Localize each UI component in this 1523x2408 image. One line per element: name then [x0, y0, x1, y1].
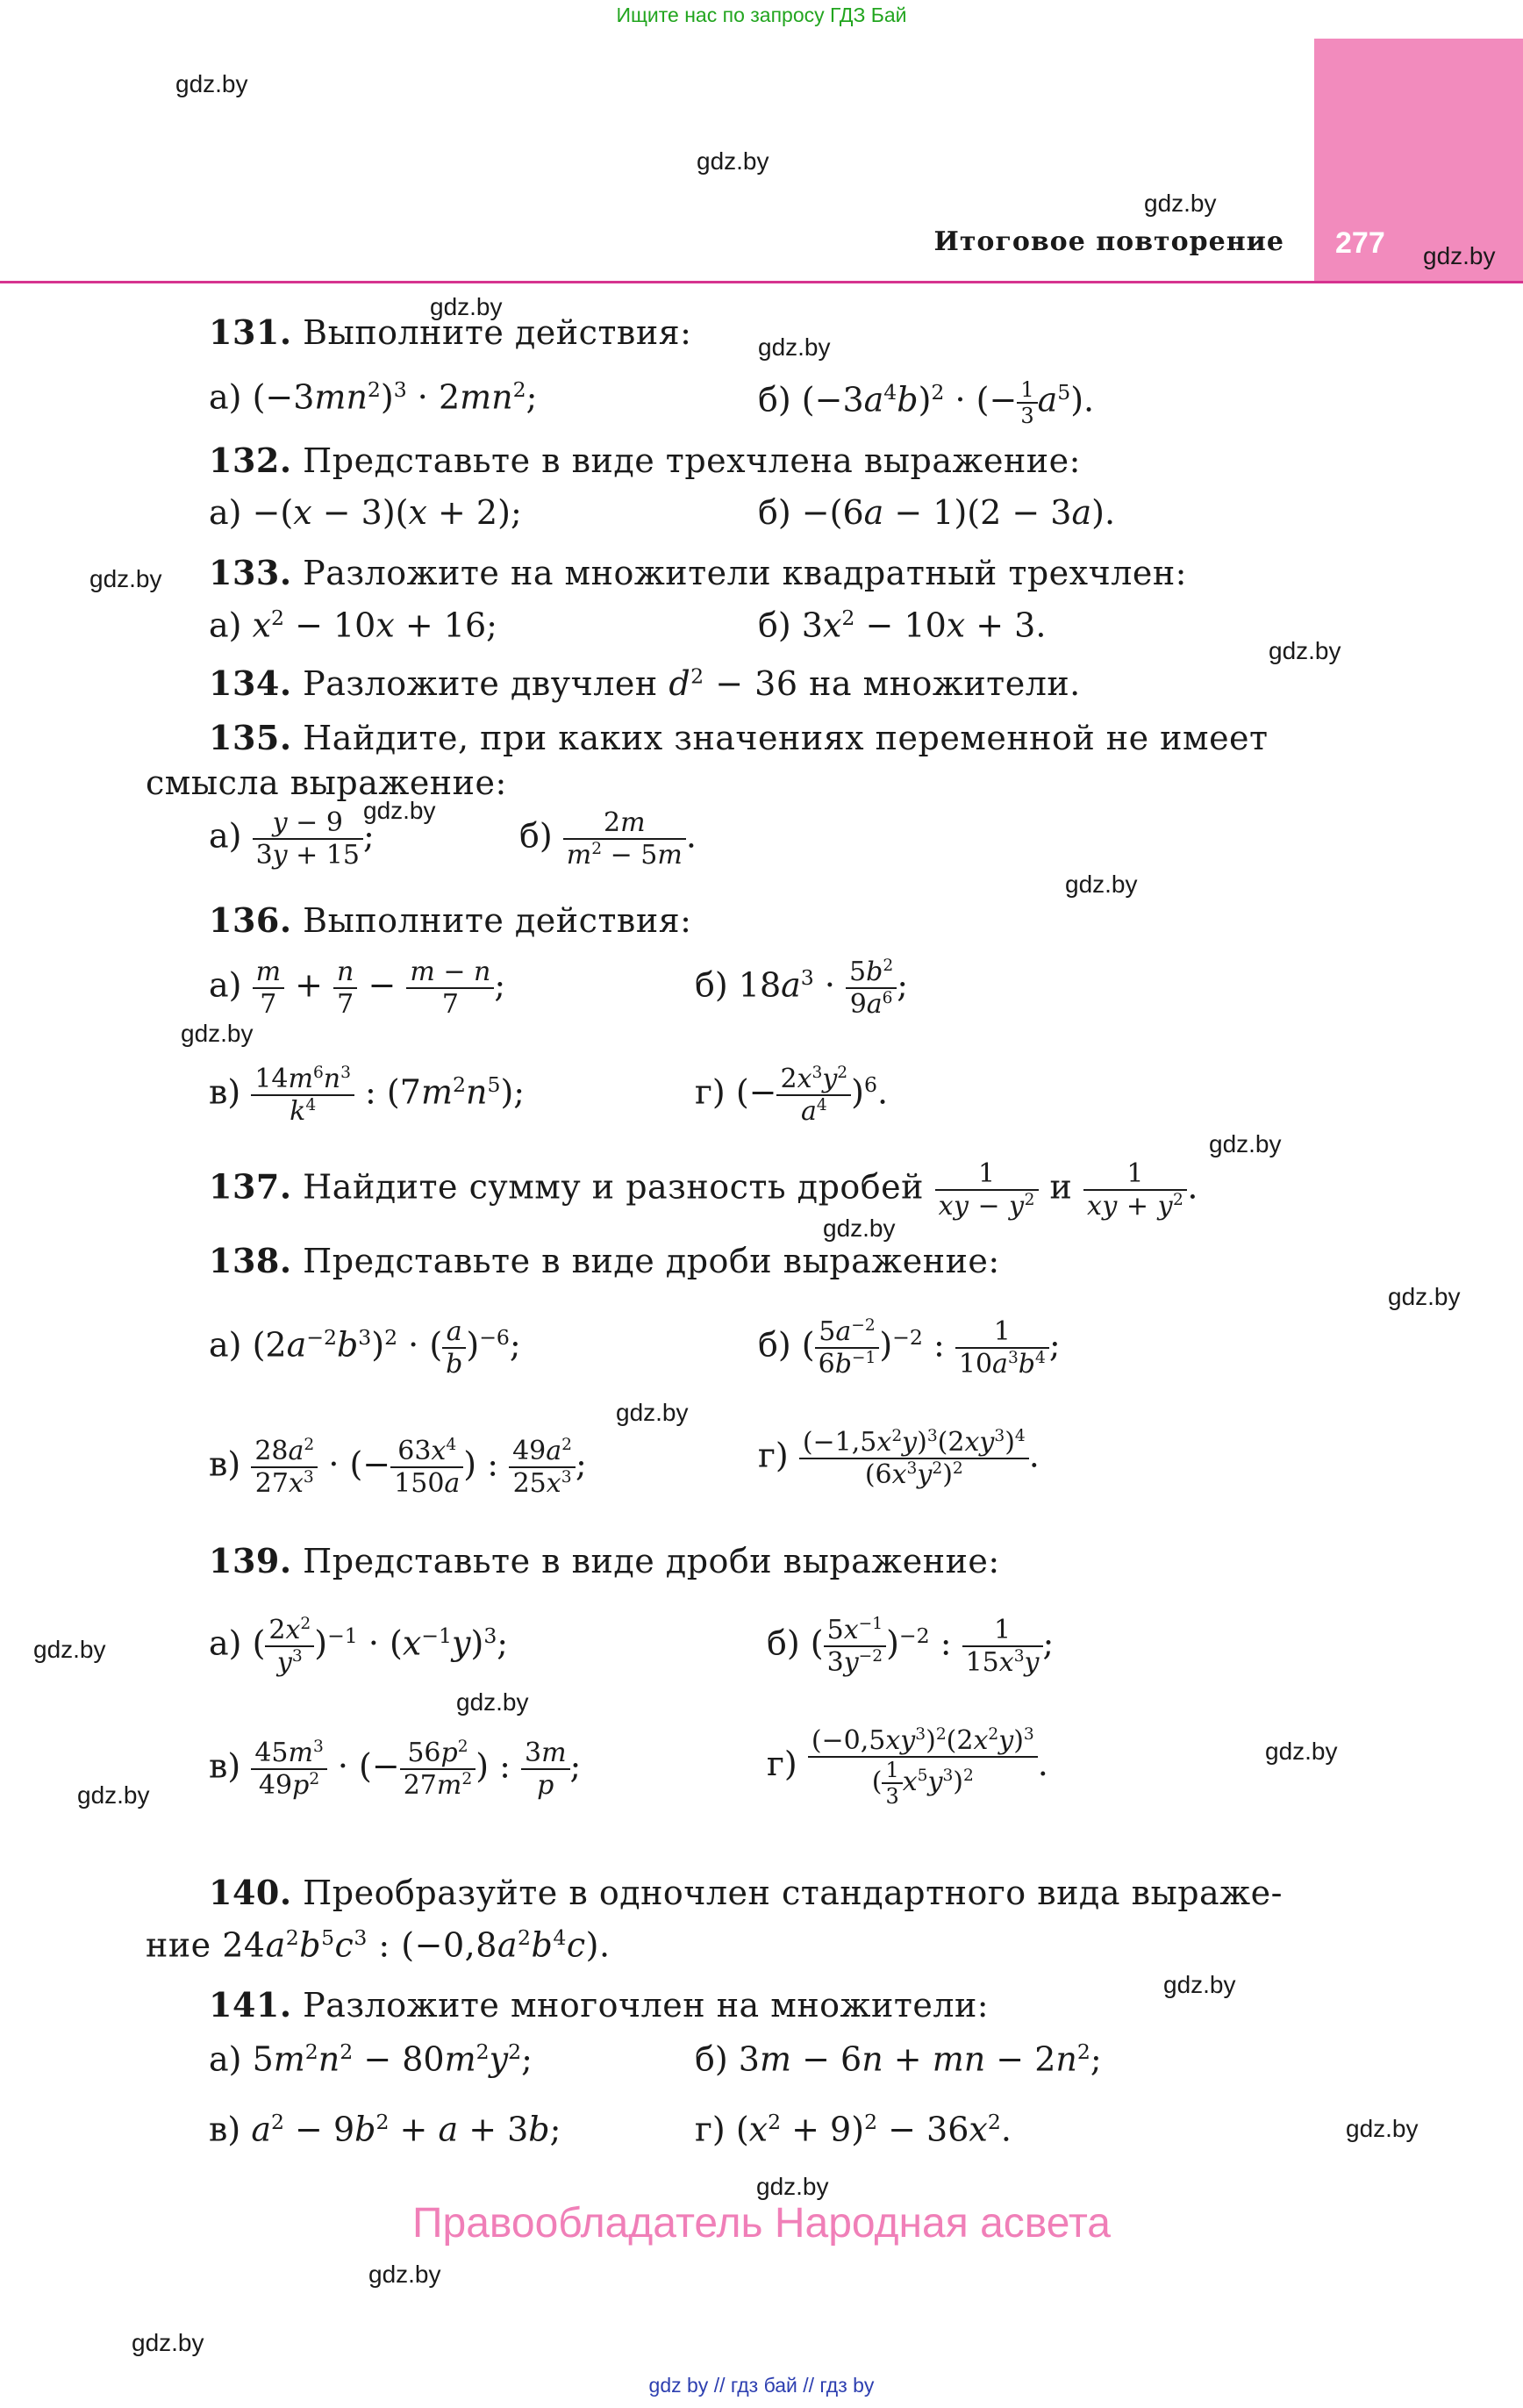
page-number: 277 [1335, 226, 1385, 260]
exercise-133-b: б) $3x^2 - 10x + 3$. [758, 606, 1047, 645]
exercise-136-a: а) $\frac{m}{7}$ + $\frac{n}{7}$ − $\frac{m - n}{7}$ ; [209, 957, 506, 1020]
exercise-139-a: а) ( $\frac{2x^2}{y^3}$ )$^{-1} \cdot (x^{-1}y)^3$; [209, 1615, 509, 1678]
exercise-141-g: г) $(x^2 + 9)^2 - 36x^2$. [695, 2110, 1012, 2149]
watermark: gdz.by [132, 2329, 204, 2356]
copyright-owner: Правообладатель Народная асвета [412, 2200, 1111, 2247]
exercise-138-a: а) $(2a^{-2}b^3)^2$ · ( $\frac{a}{b}$ )$^{-6}$; [209, 1316, 521, 1380]
exercise-141-a: а) $5m^2n^2 - 80m^2y^2$; [209, 2039, 533, 2079]
exercise-131-a: а) $(-3mn^2)^3 \cdot 2mn^2$; [209, 377, 538, 417]
exercise-139-b: б) ( $\frac{5x^{-1}}{3y^{-2}}$ )$^{-2}$ : $\frac{1}{15x^3y}$ ; [767, 1615, 1055, 1678]
watermark: gdz.by [1065, 871, 1138, 898]
watermark: gdz.by [756, 2173, 829, 2200]
exercise-138-v: в) $\frac{28a^2}{27x^3}$ · (− $\frac{63x^4}{150a}$ ) : $\frac{49a^2}{25x^3}$ ; [209, 1436, 587, 1499]
exercise-136-v: в) $\frac{14m^6n^3}{k^4}$ : $(7m^2n^5)$; [209, 1064, 526, 1127]
watermark: gdz.by [368, 2261, 441, 2288]
exercise-137: 137. Найдите сумму и разность дробей $\frac{1}{xy - y^2}$ и $\frac{1}{xy + y^2}$ . [209, 1158, 1198, 1222]
top-banner: Ищите нас по запросу ГДЗ Бай [616, 4, 907, 26]
watermark: gdz.by [89, 565, 162, 592]
watermark: gdz.by [1163, 1971, 1236, 1998]
exercise-136-g: г) (− $\frac{2x^3y^2}{a^4}$ )$^6$. [695, 1064, 889, 1127]
exercise-135: 135. Найдите, при каких значениях переменной не имеет [209, 718, 1269, 757]
exercise-141-v: в) $a^2 - 9b^2 + a + 3b$; [209, 2110, 561, 2149]
section-title: Итоговое повторение [933, 226, 1284, 257]
watermark: gdz.by [758, 333, 831, 361]
watermark: gdz.by [1423, 242, 1496, 269]
exercise-132-a: а) −(x − 3)(x + 2); [209, 493, 522, 532]
exercise-131: 131. Выполните действия: [209, 312, 692, 352]
exercise-140: 140. Преобразуйте в одночлен стандартного вида выраже- [209, 1873, 1283, 1912]
watermark: gdz.by [697, 147, 769, 175]
watermark: gdz.by [1269, 637, 1341, 664]
watermark: gdz.by [33, 1636, 106, 1663]
exercise-132: 132. Представьте в виде трехчлена выражение: [209, 441, 1081, 480]
exercise-139-v: в) $\frac{45m^3}{49p^2}$ · (− $\frac{56p^2}{27m^2}$ ) : $\frac{3m}{p}$ ; [209, 1738, 582, 1801]
watermark: gdz.by [1265, 1738, 1338, 1765]
exercise-132-b: б) −(6a − 1)(2 − 3a). [758, 493, 1116, 532]
exercise-134: 134. Разложите двучлен $d^2 - 36$ на множители. [209, 663, 1081, 703]
watermark: gdz.by [430, 293, 503, 320]
exercise-135-cont: смысла выражение: [146, 763, 507, 802]
exercise-131-b: б) $(-3a^4b)^2$ · (− $\frac{1}{3}$ $a^5$). [758, 377, 1095, 428]
footer-links: gdz by // гдз бай // гдз by [648, 2374, 875, 2397]
watermark: gdz.by [1144, 190, 1217, 217]
exercise-138: 138. Представьте в виде дроби выражение: [209, 1241, 1000, 1280]
exercise-135-b: б) $\frac{2m}{m^2 - 5m}$ . [519, 807, 697, 871]
watermark: gdz.by [363, 797, 436, 824]
exercise-138-g: г) $\frac{(-1,5x^2y)^3(2xy^3)^4}{(6x^3y^2)^2}$ . [758, 1427, 1040, 1490]
exercise-133: 133. Разложите на множители квадратный трехчлен: [209, 553, 1187, 592]
exercise-139-g: г) $(-0,5xy^3)^2(2x^2y)^3$ ( $\frac{1}{3}$ $x^5y^3)^2$ . [767, 1725, 1048, 1809]
watermark: gdz.by [1388, 1283, 1461, 1310]
watermark: gdz.by [77, 1781, 150, 1809]
exercise-136: 136. Выполните действия: [209, 900, 692, 940]
watermark: gdz.by [823, 1215, 896, 1242]
exercise-136-b: б) $18a^3$ · $\frac{5b^2}{9a^6}$ ; [695, 957, 908, 1020]
exercise-135-a: а) $\frac{y - 9}{3y + 15}$ ; [209, 807, 375, 871]
exercise-140-cont: ние $24a^2b^5c^3$ : $(-0,8a^2b^4c)$. [146, 1925, 611, 1965]
watermark: gdz.by [175, 70, 248, 97]
watermark: gdz.by [1209, 1130, 1282, 1157]
exercise-141-b: б) 3m − 6n + mn − $2n^2$; [695, 2039, 1102, 2079]
exercise-139: 139. Представьте в виде дроби выражение: [209, 1541, 1000, 1580]
watermark: gdz.by [1346, 2115, 1419, 2142]
watermark: gdz.by [616, 1399, 689, 1426]
watermark: gdz.by [181, 1020, 254, 1047]
exercise-141: 141. Разложите многочлен на множители: [209, 1985, 990, 2025]
exercise-138-b: б) ( $\frac{5a^{-2}}{6b^{-1}}$ )$^{-2}$ : $\frac{1}{10a^3b^4}$ ; [758, 1316, 1061, 1380]
exercise-133-a: а) $x^2 - 10x + 16$; [209, 606, 497, 645]
header-divider [0, 281, 1523, 283]
watermark: gdz.by [456, 1688, 529, 1716]
